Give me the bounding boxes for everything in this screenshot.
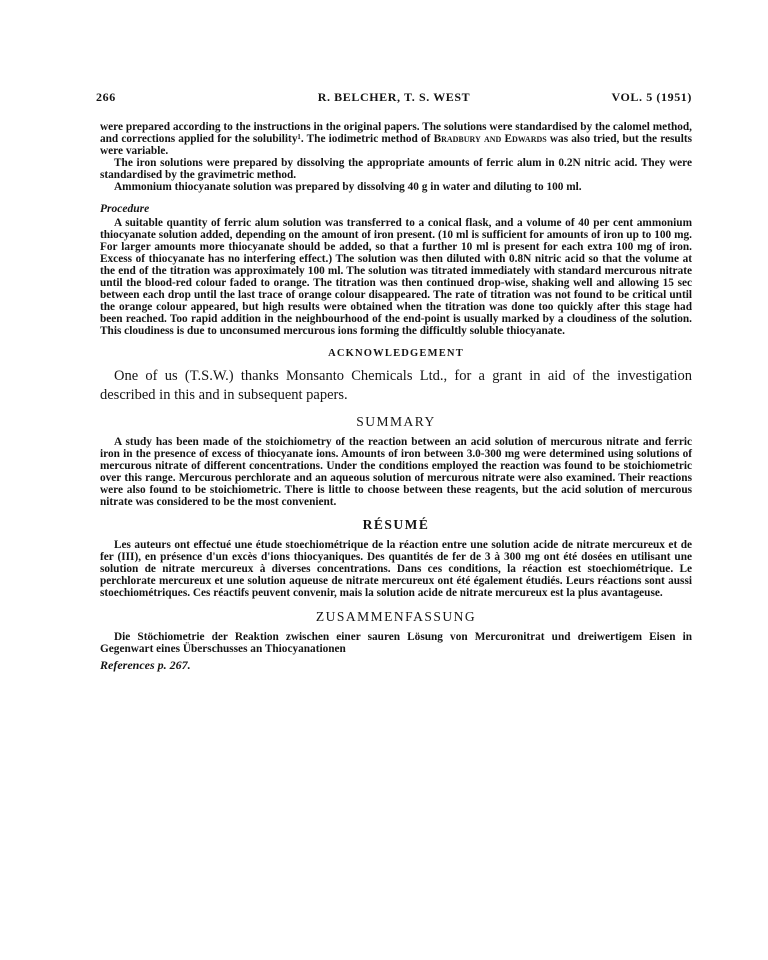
methods-text-start: were prepared according to the instructions in the original papers. The solutions were standardised by the calomel method, and corrections applied for the solubility¹. The iodimetric method of (100, 121, 692, 146)
procedure-text: A suitable quantity of ferric alum solution was transferred to a conical flask, and a volume of 40 per cent ammonium thiocyanate solution added, depending on the amount of iron present. (10 ml is sufficient for amounts of iron up to 100 mg. For larger amounts more thiocyanate should be added, so that a further 10 ml is present for each extra 100 mg of iron. Excess of thiocyanate has no interfering effect.) The solution was then diluted with 0.8N nitric acid so that the volume at the end of the titration was approximately 100 ml. The solution was titrated immediately with standard mercurous nitrate until the blood-red colour faded to orange. The titration was then continued drop-wise, shaking well and allowing 15 sec between each drop until the last trace of orange colour disappeared. The rate of titration was not found to be critical until the orange colour appeared, but high results were obtained when the titration was done too quickly after this stage had been reached. Too rapid addition in the neighbourhood of the end-point is usually marked by a cloudiness of the solution. This cloudiness is due to unconsumed mercurous ions forming the difficultly soluble thiocyanate. (100, 216, 692, 338)
running-header (96, 90, 692, 110)
page-number: 266 (96, 90, 116, 104)
procedure-heading: Procedure (100, 202, 150, 215)
paragraph-iron-solutions: The iron solutions were prepared by dissolving the appropriate amounts of ferric alum in 0.2N nitric acid. They were standardised by the gravimetric method. (100, 157, 692, 182)
summary-text: A study has been made of the stoichiometry of the reaction between an acid solution of mercurous nitrate and ferric iron in the presence of excess of thiocyanate ions. Amounts of iron between 3.0-300 mg were determined using solutions of mercurous nitrate of different concentrations. Under the conditions employed the reaction was found to be stoichiometric over this range. Mercurous perchlorate and an aqueous solution of mercurous nitrate were also examined. Their reactions were also found to be stoichiometric. There is little to choose between these reagents, but the acid solution of mercurous nitrate was considered to be the most convenient. (100, 435, 692, 508)
acknowledgement-text: One of us (T.S.W.) thanks Monsanto Chemicals Ltd., for a grant in aid of the investigation described in this and in subsequent papers. (100, 367, 692, 403)
header-authors: R. BELCHER, T. S. WEST (317, 90, 471, 104)
zusammenfassung-text: Die Stöchiometrie der Reaktion zwischen einer sauren Lösung von Mercuronitrat und dreiwertigem Eisen in Gegenwart eines Überschusses an Thiocyanationen (100, 630, 692, 655)
resume-text: Les auteurs ont effectué une étude stoechiométrique de la réaction entre une solution acide de nitrate mercureux et de fer (III), en présence d'un excès d'ions thiocyaniques. Des quantités de fer de 3 à 300 mg ont été dosées en utilisant une solution de nitrate mercureux à diverses concentrations. Dans ces conditions, la réaction est stoechiométrique. Le perchlorate mercureux et une solution aqueuse de nitrate mercureux ont été également étudiés. Leurs réactions sont aussi stoechiométriques. Ces réactifs peuvent convenir, mais la solution acide de nitrate mercureux est la plus avantageuse. (100, 539, 692, 600)
methods-text-end: was also tried, but the results were variable. (100, 133, 693, 158)
zusammenfassung-heading: ZUSAMMENFASSUNG (315, 608, 477, 624)
header-volume: VOL. 5 (1951) (611, 90, 692, 104)
summary-heading: SUMMARY (356, 413, 436, 429)
paragraph-thiocyanate: Ammonium thiocyanate solution was prepared by dissolving 40 g in water and diluting to 100 ml. (114, 181, 582, 194)
article-body (100, 121, 692, 673)
paragraph-methods (100, 121, 692, 157)
acknowledgement-heading: ACKNOWLEDGEMENT (328, 347, 464, 359)
resume-heading: RÉSUMÉ (362, 517, 430, 533)
author-names: Bradbury and Edwards (433, 133, 547, 146)
references-note: References p. 267. (100, 657, 191, 672)
